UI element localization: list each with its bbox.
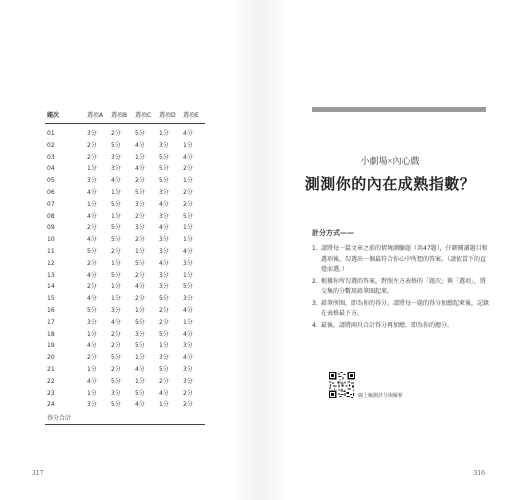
score-cell-option-d: 5分 xyxy=(159,165,169,173)
table-row xyxy=(45,293,205,305)
table-row xyxy=(45,317,205,329)
score-cell-option-c: 1分 xyxy=(135,354,145,362)
score-cell-option-d: 1分 xyxy=(159,130,169,137)
score-cell-option-d: 3分 xyxy=(159,247,169,255)
score-cell-option-e: 2分 xyxy=(183,188,193,196)
score-cell-option-a: 2分 xyxy=(87,153,97,161)
step-text: 根據你所勾選的答案，對照左方表格的「題次」與「選項」，將交集的分數用鉛筆圈起來。 xyxy=(321,277,487,295)
score-cell-option-c: 2分 xyxy=(135,236,145,244)
score-cell-option-e: 1分 xyxy=(183,177,193,185)
question-number: 15 xyxy=(47,295,55,303)
scoring-step xyxy=(312,277,490,298)
score-cell-option-e: 1分 xyxy=(183,271,193,279)
score-cell-option-c: 2分 xyxy=(135,177,145,185)
score-cell-option-c: 5分 xyxy=(135,389,145,397)
table-row xyxy=(45,399,205,411)
score-cell-option-d: 5分 xyxy=(159,295,169,303)
score-cell-option-c: 5分 xyxy=(135,318,145,326)
step-text: 最後，請將兩頁合計得分再加總，即為你的總分。 xyxy=(321,321,454,329)
score-cell-option-e: 3分 xyxy=(183,377,193,385)
score-cell-option-b: 5分 xyxy=(111,271,121,279)
score-cell-option-b: 5分 xyxy=(111,401,121,409)
score-cell-option-d: 3分 xyxy=(159,188,169,196)
score-cell-option-b: 1分 xyxy=(111,283,121,291)
score-cell-option-b: 5分 xyxy=(111,377,121,385)
score-cell-option-d: 5分 xyxy=(159,330,169,338)
score-cell-option-e: 2分 xyxy=(183,165,193,173)
scoring-step xyxy=(312,244,490,276)
score-cell-option-e: 4分 xyxy=(183,330,193,338)
score-cell-option-c: 2分 xyxy=(135,212,145,220)
score-cell-option-b: 5分 xyxy=(111,141,121,149)
score-cell-option-b: 1分 xyxy=(111,295,121,303)
score-cell-option-b: 2分 xyxy=(111,365,121,373)
question-number: 19 xyxy=(47,342,55,350)
question-number: 18 xyxy=(47,330,55,338)
scoring-steps xyxy=(312,244,490,332)
score-cell-option-c: 1分 xyxy=(135,306,145,314)
score-cell-option-d: 5分 xyxy=(159,177,169,185)
header-option-b: 選項B xyxy=(111,112,128,119)
score-cell-option-a: 2分 xyxy=(87,224,97,232)
score-cell-option-e: 2分 xyxy=(183,401,193,409)
score-cell-option-b: 4分 xyxy=(111,318,121,326)
question-number: 21 xyxy=(47,365,55,373)
subtitle: 小劇場×內心戲 xyxy=(360,156,420,166)
table-row xyxy=(45,258,205,270)
score-cell-option-a: 3分 xyxy=(87,318,97,326)
score-cell-option-b: 1分 xyxy=(111,259,121,267)
score-cell-option-b: 5分 xyxy=(111,236,121,244)
score-cell-option-a: 1分 xyxy=(87,365,97,373)
score-cell-option-a: 2分 xyxy=(87,259,97,267)
score-cell-option-d: 2分 xyxy=(159,377,169,385)
score-cell-option-a: 1分 xyxy=(87,200,97,208)
score-cell-option-e: 5分 xyxy=(183,212,193,220)
table-row xyxy=(45,270,205,282)
score-cell-option-c: 1分 xyxy=(135,377,145,385)
score-cell-option-d: 3分 xyxy=(159,354,169,362)
question-number: 05 xyxy=(47,177,55,185)
table-row xyxy=(45,211,205,223)
score-cell-option-c: 2分 xyxy=(135,295,145,303)
score-cell-option-e: 1分 xyxy=(183,236,193,244)
score-cell-option-e: 3分 xyxy=(183,259,193,267)
qr-code-icon xyxy=(329,372,355,398)
question-number: 24 xyxy=(47,401,55,409)
score-cell-option-b: 1分 xyxy=(111,188,121,196)
score-cell-option-e: 1分 xyxy=(183,318,193,326)
table-row xyxy=(45,329,205,341)
score-cell-option-d: 3分 xyxy=(159,271,169,279)
score-cell-option-d: 3分 xyxy=(159,212,169,220)
question-number: 09 xyxy=(47,224,55,232)
score-cell-option-b: 2分 xyxy=(111,330,121,338)
score-cell-option-c: 4分 xyxy=(135,365,145,373)
score-cell-option-c: 3分 xyxy=(135,330,145,338)
score-cell-option-c: 5分 xyxy=(135,188,145,196)
total-label: 得分合計 xyxy=(47,415,72,423)
score-cell-option-e: 1分 xyxy=(183,224,193,232)
score-cell-option-b: 4分 xyxy=(111,177,121,185)
score-cell-option-c: 4分 xyxy=(135,283,145,291)
score-cell-option-e: 4分 xyxy=(183,306,193,314)
table-row xyxy=(45,340,205,352)
score-cell-option-e: 4分 xyxy=(183,354,193,362)
score-cell-option-a: 4分 xyxy=(87,271,97,279)
table-row xyxy=(45,199,205,211)
table-row xyxy=(45,246,205,258)
table-row xyxy=(45,376,205,388)
score-cell-option-a: 1分 xyxy=(87,389,97,397)
score-cell-option-c: 4分 xyxy=(135,401,145,409)
table-row xyxy=(45,128,205,140)
score-cell-option-a: 5分 xyxy=(87,306,97,314)
question-number: 11 xyxy=(47,247,55,255)
score-cell-option-a: 4分 xyxy=(87,236,97,244)
step-number: 2. xyxy=(312,277,318,285)
scoring-method-heading: 計分方式—— xyxy=(312,229,354,237)
score-cell-option-b: 5分 xyxy=(111,200,121,208)
score-cell-option-c: 3分 xyxy=(135,200,145,208)
question-number: 22 xyxy=(47,377,55,385)
score-cell-option-a: 5分 xyxy=(87,247,97,255)
score-cell-option-b: 3分 xyxy=(111,389,121,397)
page-number-right: 316 xyxy=(473,470,485,477)
score-cell-option-e: 3分 xyxy=(183,365,193,373)
header-option-c: 選項C xyxy=(135,112,152,119)
score-cell-option-a: 4分 xyxy=(87,295,97,303)
header-option-a: 選項A xyxy=(87,112,104,119)
score-cell-option-b: 2分 xyxy=(111,130,121,137)
step-text: 請將每一篇文章之前的情境測驗題（共47題），仔細閱讀題目和選項後，勾選出一個最符合你心中所想的答案。（請依當下的直覺而選。） xyxy=(321,245,488,273)
score-cell-option-a: 4分 xyxy=(87,377,97,385)
scoring-step xyxy=(312,321,490,332)
score-cell-option-d: 4分 xyxy=(159,224,169,232)
score-cell-option-b: 2分 xyxy=(111,342,121,350)
step-text: 鉛筆所圈，即為你的得分。請將每一題的得分加總起來後，記錄在表格最下方。 xyxy=(321,299,490,317)
score-cell-option-e: 3分 xyxy=(183,342,193,350)
score-cell-option-e: 4分 xyxy=(183,153,193,161)
score-cell-option-a: 4分 xyxy=(87,342,97,350)
question-number: 13 xyxy=(47,271,55,279)
table-row xyxy=(45,352,205,364)
score-cell-option-c: 4分 xyxy=(135,141,145,149)
score-cell-option-a: 2分 xyxy=(87,354,97,362)
score-cell-option-b: 2分 xyxy=(111,247,121,255)
question-number: 14 xyxy=(47,283,55,291)
score-cell-option-d: 4分 xyxy=(159,200,169,208)
score-cell-option-c: 5分 xyxy=(135,130,145,137)
header-question-number: 題次 xyxy=(47,112,60,119)
question-number: 20 xyxy=(47,354,55,362)
score-cell-option-e: 4分 xyxy=(183,247,193,255)
question-number: 07 xyxy=(47,200,55,208)
score-cell-option-a: 3分 xyxy=(87,177,97,185)
header-bar xyxy=(312,107,486,112)
score-cell-option-e: 4分 xyxy=(183,130,193,137)
score-cell-option-b: 5分 xyxy=(111,224,121,232)
table-row xyxy=(45,163,205,175)
table-bottom-rule xyxy=(45,424,205,425)
score-cell-option-a: 3分 xyxy=(87,401,97,409)
score-cell-option-c: 3分 xyxy=(135,224,145,232)
table-row xyxy=(45,281,205,293)
table-row xyxy=(45,364,205,376)
score-cell-option-a: 2分 xyxy=(87,283,97,291)
score-table xyxy=(45,108,205,426)
table-row xyxy=(45,234,205,246)
score-cell-option-d: 2分 xyxy=(159,306,169,314)
step-number: 1. xyxy=(312,245,318,252)
right-page xyxy=(260,0,520,500)
score-cell-option-d: 3分 xyxy=(159,236,169,244)
scoring-step xyxy=(312,299,490,320)
score-cell-option-a: 1分 xyxy=(87,165,97,173)
score-cell-option-d: 4分 xyxy=(159,259,169,267)
score-cell-option-c: 1分 xyxy=(135,247,145,255)
score-cell-option-d: 3分 xyxy=(159,141,169,149)
score-cell-option-e: 2分 xyxy=(183,200,193,208)
score-cell-option-c: 2分 xyxy=(135,271,145,279)
score-cell-option-c: 4分 xyxy=(135,165,145,173)
score-cell-option-b: 3分 xyxy=(111,306,121,314)
score-cell-option-d: 4分 xyxy=(159,389,169,397)
question-number: 12 xyxy=(47,259,55,267)
page-title: 測測你的內在成熟指數？ xyxy=(304,177,476,193)
score-cell-option-d: 1分 xyxy=(159,401,169,409)
score-cell-option-a: 3分 xyxy=(87,130,97,137)
step-number: 3. xyxy=(312,299,318,307)
score-cell-option-a: 1分 xyxy=(87,330,97,338)
question-number: 02 xyxy=(47,141,55,149)
score-cell-option-e: 3分 xyxy=(183,295,193,303)
qr-caption: 線上檢測計分與解析 xyxy=(358,393,404,399)
question-number: 17 xyxy=(47,318,55,326)
question-number: 01 xyxy=(47,130,55,137)
score-cell-option-a: 4分 xyxy=(87,212,97,220)
score-cell-option-d: 5分 xyxy=(159,153,169,161)
score-cell-option-b: 5分 xyxy=(111,354,121,362)
table-body xyxy=(45,124,205,411)
score-cell-option-d: 1分 xyxy=(159,342,169,350)
score-cell-option-e: 2分 xyxy=(183,389,193,397)
table-row xyxy=(45,140,205,152)
score-cell-option-c: 1分 xyxy=(135,153,145,161)
question-number: 03 xyxy=(47,153,55,161)
score-cell-option-b: 1分 xyxy=(111,212,121,220)
score-cell-option-d: 2分 xyxy=(159,318,169,326)
table-row xyxy=(45,152,205,164)
page-number-left: 317 xyxy=(32,470,44,477)
header-option-e: 選項E xyxy=(183,112,199,119)
step-number: 4. xyxy=(312,321,318,329)
table-row xyxy=(45,175,205,187)
score-cell-option-b: 3分 xyxy=(111,153,121,161)
score-cell-option-d: 3分 xyxy=(159,283,169,291)
question-number: 16 xyxy=(47,306,55,314)
table-header-row xyxy=(45,108,205,124)
table-row xyxy=(45,388,205,400)
table-row xyxy=(45,222,205,234)
header-option-d: 選項D xyxy=(159,112,176,119)
score-cell-option-e: 5分 xyxy=(183,283,193,291)
question-number: 06 xyxy=(47,188,55,196)
score-cell-option-c: 5分 xyxy=(135,342,145,350)
question-number: 08 xyxy=(47,212,55,220)
score-cell-option-a: 2分 xyxy=(87,141,97,149)
score-cell-option-d: 5分 xyxy=(159,365,169,373)
score-cell-option-a: 4分 xyxy=(87,188,97,196)
score-cell-option-b: 3分 xyxy=(111,165,121,173)
question-number: 10 xyxy=(47,236,55,244)
score-cell-option-e: 1分 xyxy=(183,141,193,149)
score-cell-option-c: 5分 xyxy=(135,259,145,267)
table-row xyxy=(45,187,205,199)
question-number: 23 xyxy=(47,389,55,397)
table-row xyxy=(45,305,205,317)
question-number: 04 xyxy=(47,165,55,173)
